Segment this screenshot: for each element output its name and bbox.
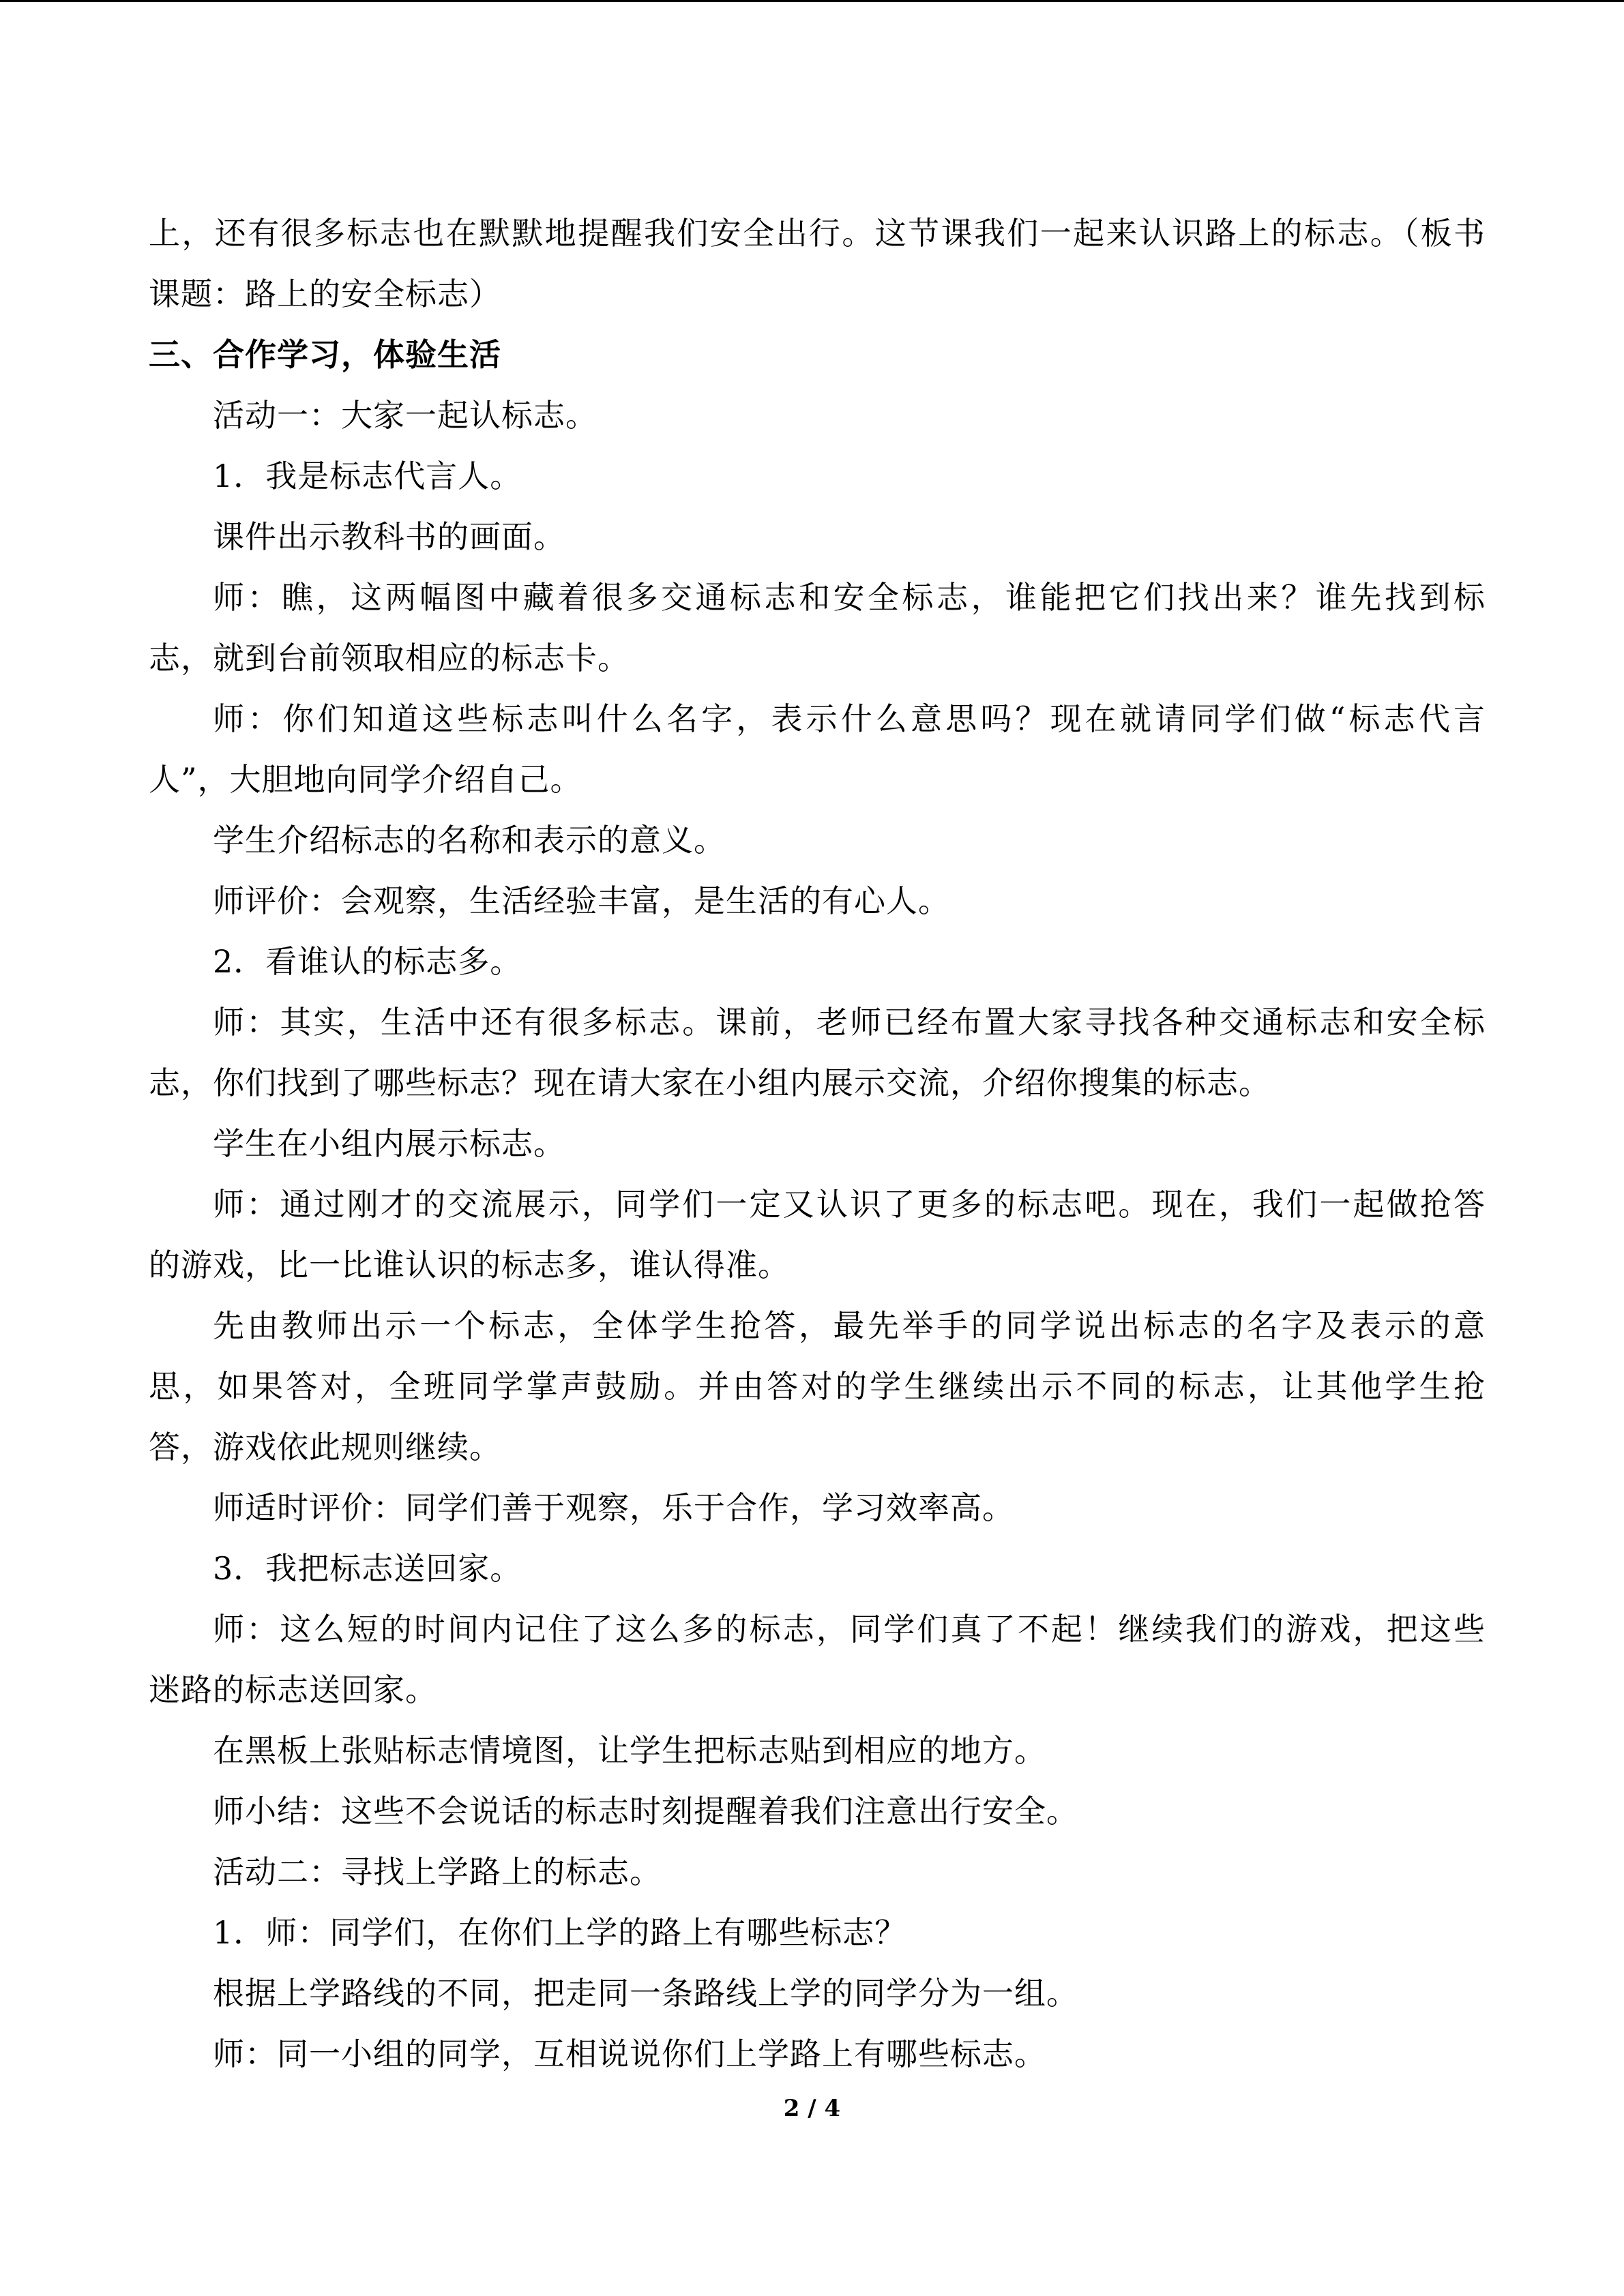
activity-title: 活动二：寻找上学路上的标志。 (213, 1853, 662, 1890)
numbered-item: 1．师：同学们，在你们上学的路上有哪些标志？ (213, 1914, 907, 1951)
paragraph-line: 师：其实，生活中还有很多标志。课前，老师已经布置大家寻找各种交通标志和安全标 (213, 1004, 1486, 1041)
paragraph-line: 学生在小组内展示标志。 (213, 1125, 565, 1162)
section-heading: 三、合作学习，体验生活 (149, 336, 501, 373)
paragraph-line: 在黑板上张贴标志情境图，让学生把标志贴到相应的地方。 (213, 1732, 1046, 1769)
numbered-item: 3．我把标志送回家。 (213, 1550, 522, 1587)
numbered-item: 2．看谁认的标志多。 (213, 943, 522, 980)
paragraph-line: 师：这么短的时间内记住了这么多的标志，同学们真了不起！继续我们的游戏，把这些 (213, 1611, 1486, 1648)
paragraph-line: 师：同一小组的同学，互相说说你们上学路上有哪些标志。 (213, 2036, 1046, 2072)
paragraph-line: 人”，大胆地向同学介绍自己。 (149, 761, 582, 798)
paragraph-line: 根据上学路线的不同，把走同一条路线上学的同学分为一组。 (213, 1975, 1078, 2012)
paragraph-line: 思，如果答对，全班同学掌声鼓励。并由答对的学生继续出示不同的标志，让其他学生抢 (149, 1368, 1486, 1405)
paragraph-line: 迷路的标志送回家。 (149, 1671, 437, 1708)
paragraph-line: 先由教师出示一个标志，全体学生抢答，最先举手的同学说出标志的名字及表示的意 (213, 1307, 1486, 1344)
paragraph-line: 志，你们找到了哪些标志？现在请大家在小组内展示交流，介绍你搜集的标志。 (149, 1064, 1271, 1101)
activity-title: 活动一：大家一起认标志。 (213, 397, 597, 434)
paragraph-line: 师：通过刚才的交流展示，同学们一定又认识了更多的标志吧。现在，我们一起做抢答 (213, 1186, 1486, 1223)
paragraph-line: 志，就到台前领取相应的标志卡。 (149, 640, 630, 676)
page-top-border (0, 0, 1624, 2)
paragraph-line: 课题：路上的安全标志） (149, 275, 501, 312)
paragraph-line: 师评价：会观察，生活经验丰富，是生活的有心人。 (213, 882, 950, 919)
paragraph-line: 师小结：这些不会说话的标志时刻提醒着我们注意出行安全。 (213, 1793, 1078, 1830)
paragraph-line: 师适时评价：同学们善于观察，乐于合作，学习效率高。 (213, 1489, 1014, 1526)
paragraph-line: 师：瞧，这两幅图中藏着很多交通标志和安全标志，谁能把它们找出来？谁先找到标 (213, 579, 1486, 616)
paragraph-line: 学生介绍标志的名称和表示的意义。 (213, 822, 726, 859)
page-number: 2 / 4 (783, 2095, 841, 2122)
document-body (149, 203, 1486, 2085)
paragraph-line: 课件出示教科书的画面。 (213, 518, 565, 555)
paragraph-line: 师：你们知道这些标志叫什么名字，表示什么意思吗？现在就请同学们做“标志代言 (213, 700, 1486, 737)
paragraph-line: 答，游戏依此规则继续。 (149, 1429, 501, 1465)
paragraph-line: 的游戏，比一比谁认识的标志多，谁认得准。 (149, 1247, 790, 1283)
paragraph-line: 上，还有很多标志也在默默地提醒我们安全出行。这节课我们一起来认识路上的标志。（板书 (149, 215, 1486, 252)
numbered-item: 1．我是标志代言人。 (213, 458, 522, 494)
